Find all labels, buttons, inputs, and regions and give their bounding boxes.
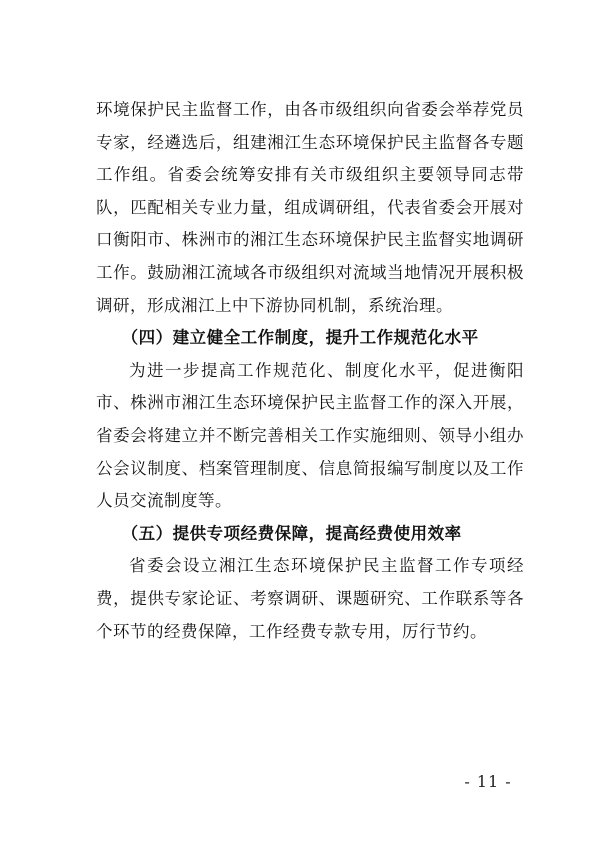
section-five-paragraph: 省委会设立湘江生态环境保护民主监督工作专项经费，提供专家论证、考察调研、课题研究、工作联系等各个环节的经费保障，工作经费专款专用，厉行节约。 xyxy=(96,556,524,641)
section-heading-four: （四）建立健全工作制度，提升工作规范化水平 xyxy=(121,328,479,348)
section-four-paragraph: 为进一步提高工作规范化、制度化水平，促进衡阳市、株洲市湘江生态环境保护民主监督工作的深入开展，省委会将建立并不断完善相关工作实施细则、领导小组办公会议制度、档案管理制度、信息简报编写制度以及工作人员交流制度等。 xyxy=(96,360,524,511)
document-body xyxy=(96,94,524,648)
continuation-paragraph: 环境保护民主监督工作，由各市级组织向省委会举荐党员专家，经遴选后，组建湘江生态环境保护民主监督各专题工作组。省委会统筹安排有关市级组织主要领导同志带队，匹配相关专业力量，组成调研组，代表省委会开展对口衡阳市、株洲市的湘江生态环境保护民主监督实地调研工作。鼓励湘江流域各市级组织对流域当地情况开展积极调研，形成湘江上中下游协同机制，系统治理。 xyxy=(96,100,524,315)
page-number: - 11 - xyxy=(464,772,512,791)
section-heading-five: （五）提供专项经费保障，提高经费使用效率 xyxy=(121,523,462,543)
